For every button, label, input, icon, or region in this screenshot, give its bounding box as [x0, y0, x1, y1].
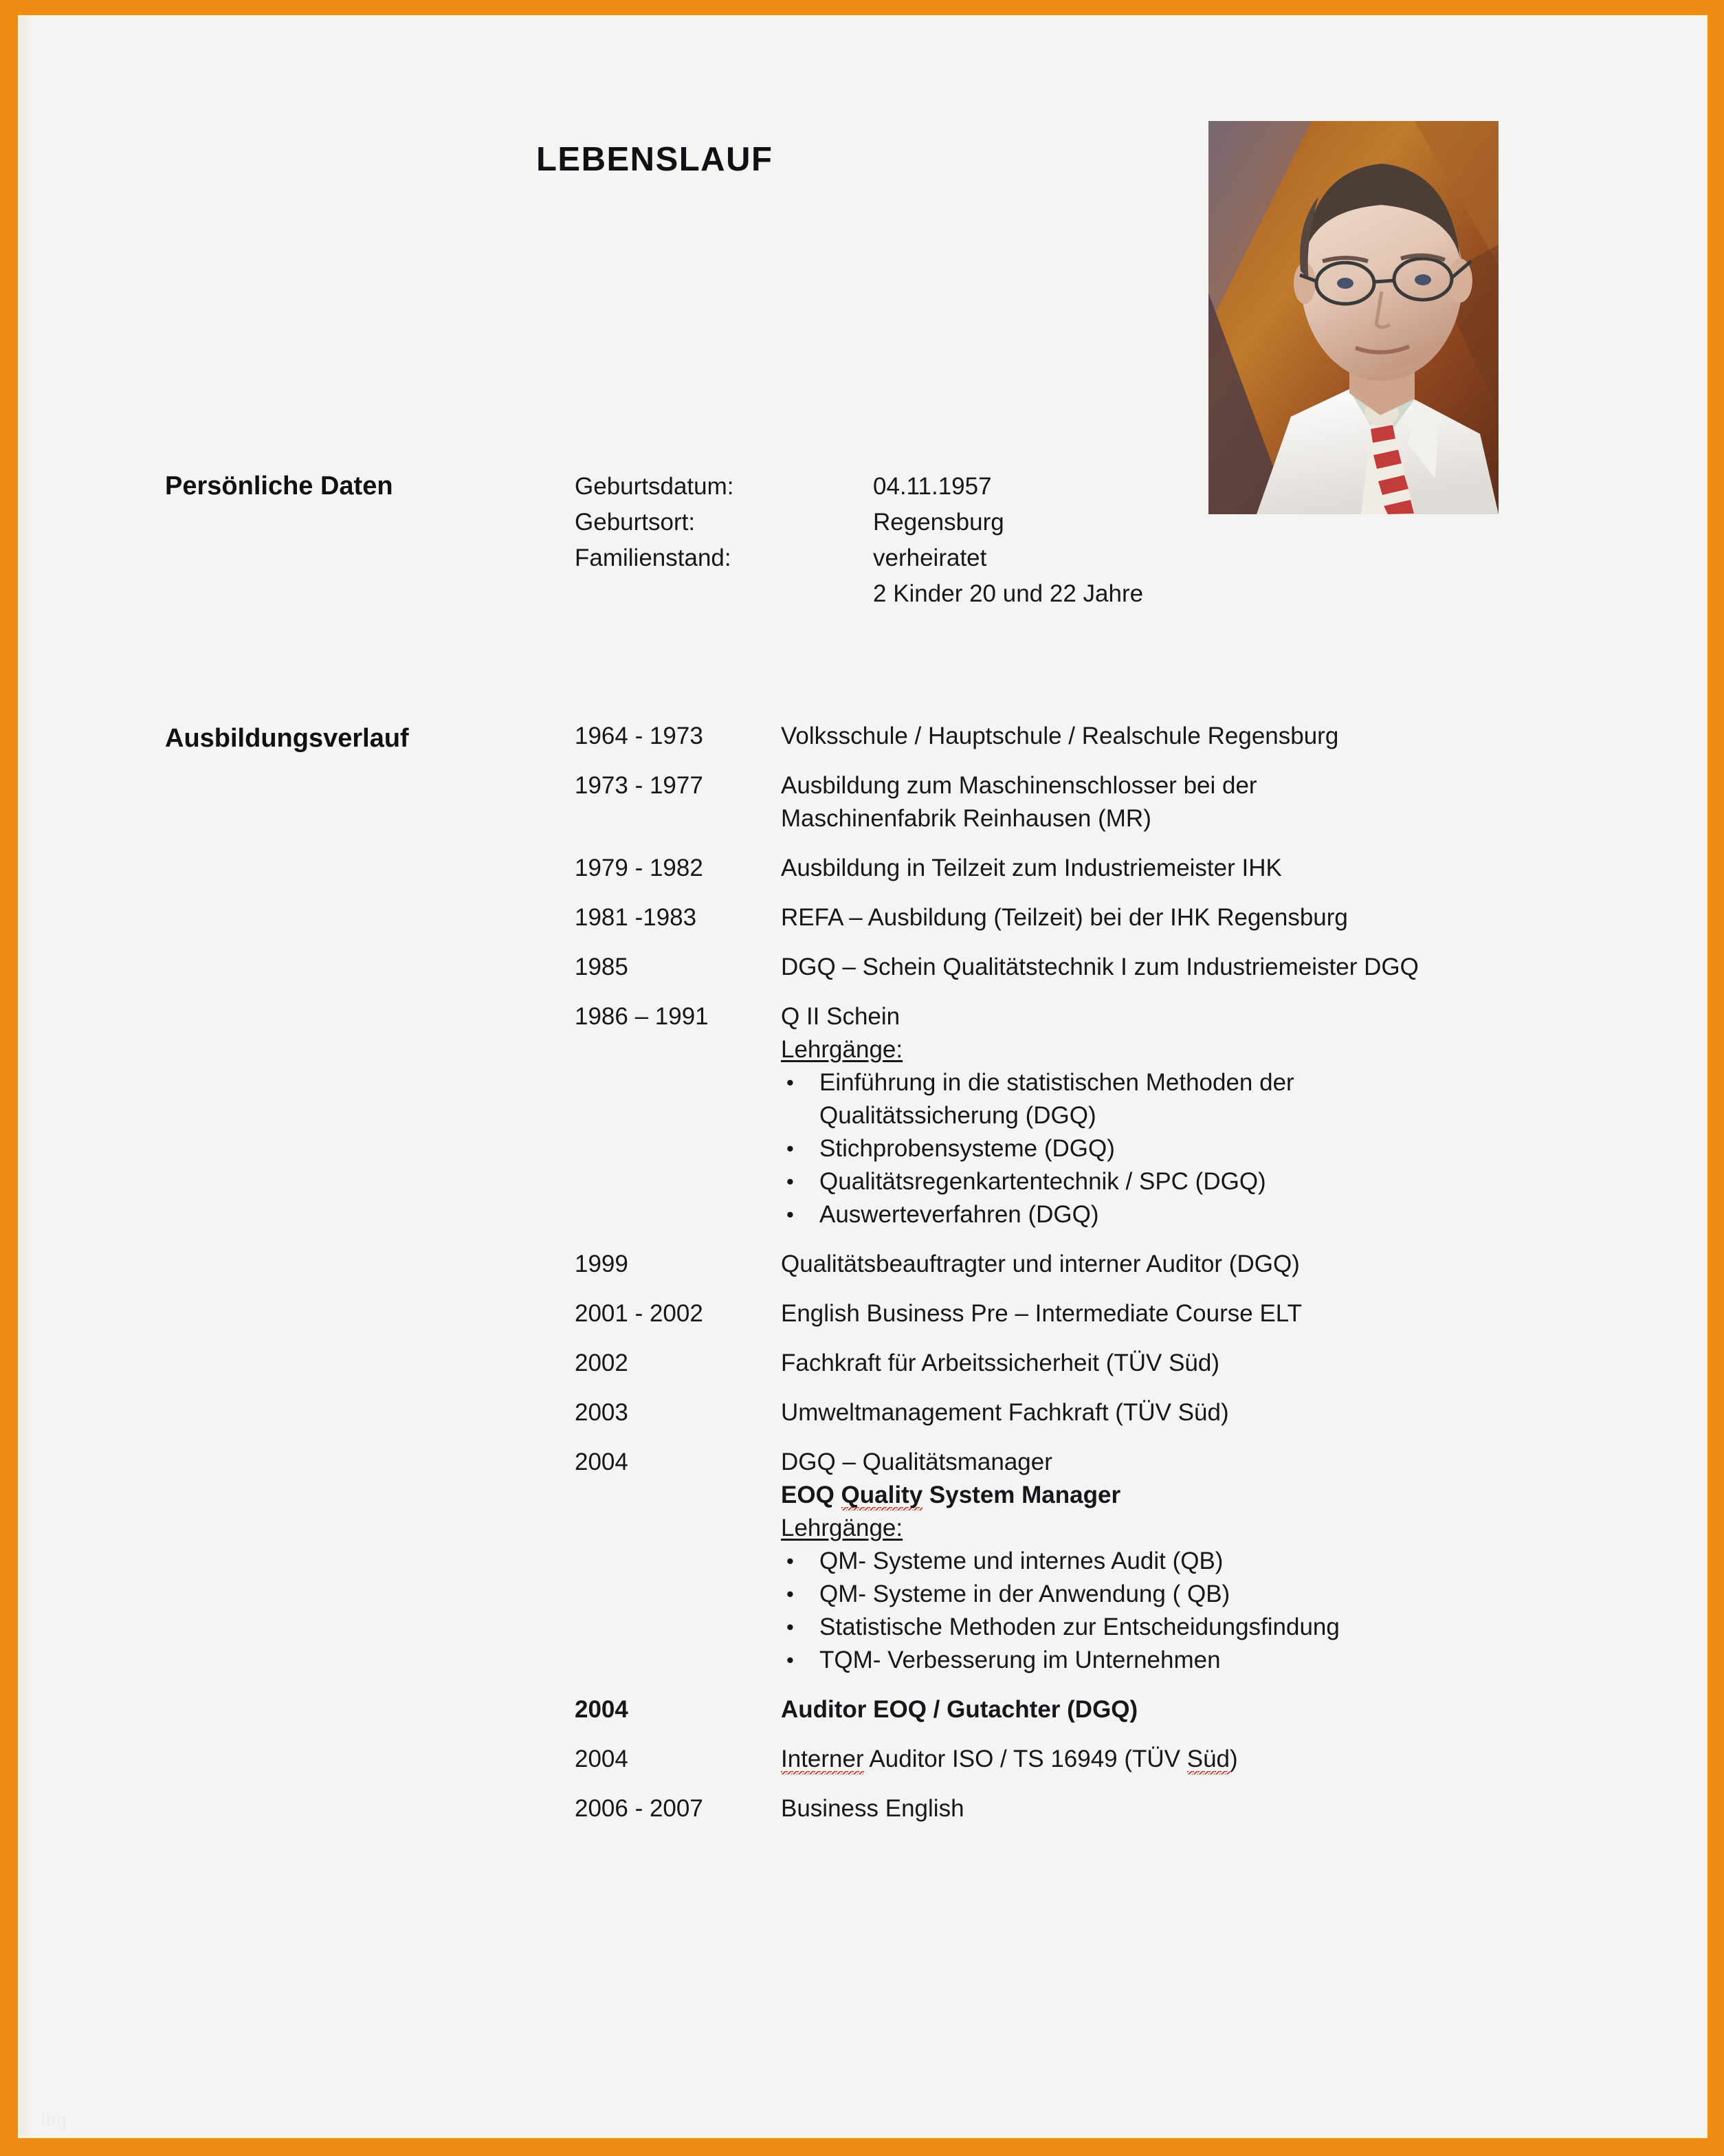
education-entry-year: 1979 - 1982	[575, 855, 703, 881]
page-border-top	[0, 0, 1724, 15]
education-entry-year: 1981 -1983	[575, 904, 697, 931]
education-entry-line: DGQ – Qualitätsmanager	[781, 1449, 1052, 1475]
education-entry-description	[781, 1792, 1647, 1825]
education-entry-description	[781, 1693, 1647, 1726]
education-entry-line: Business English	[781, 1795, 964, 1822]
education-course-item	[781, 1644, 1647, 1677]
education-course-line: • Einführung in die statistischen Methoden der	[819, 1069, 1294, 1096]
education-entry-year: 2002	[575, 1350, 628, 1376]
education-course-line: • Auswerteverfahren (DGQ)	[819, 1201, 1099, 1228]
education-course-item	[781, 1132, 1647, 1165]
education-entry-line: Interner Auditor ISO / TS 16949 (TÜV Süd)	[781, 1743, 1647, 1776]
education-entry-line: REFA – Ausbildung (Teilzeit) bei der IHK Regensburg	[781, 904, 1348, 931]
portrait-photo-image	[1208, 121, 1499, 514]
education-entry-description	[781, 1248, 1647, 1281]
personal-label-birthdate: Geburtsdatum:	[575, 473, 734, 500]
education-entry-description	[781, 1743, 1647, 1776]
education-entry-year: 2001 - 2002	[575, 1300, 703, 1327]
education-entry-line: Maschinenfabrik Reinhausen (MR)	[781, 805, 1151, 832]
education-entry-description	[781, 1297, 1647, 1330]
personal-data-values	[873, 469, 1143, 612]
education-entry-line: Ausbildung in Teilzeit zum Industriemeister IHK	[781, 855, 1282, 881]
education-entry-line: DGQ – Schein Qualitätstechnik I zum Industriemeister DGQ	[781, 954, 1419, 980]
education-entry-year: 2004	[575, 1449, 628, 1475]
education-entry-line: Fachkraft für Arbeitssicherheit (TÜV Süd)	[781, 1350, 1219, 1376]
personal-label-birthplace: Geburtsort:	[575, 509, 696, 536]
education-course-item	[781, 1165, 1647, 1198]
education-course-list	[781, 1545, 1647, 1677]
education-entry-description	[781, 1396, 1647, 1429]
education-course-line: • QM- Systeme in der Anwendung ( QB)	[819, 1581, 1230, 1607]
education-course-item	[781, 1611, 1647, 1644]
education-entry-description	[781, 901, 1647, 934]
education-entry-year: 1986 – 1991	[575, 1003, 709, 1030]
education-entry-line: English Business Pre – Intermediate Course ELT	[781, 1300, 1303, 1327]
education-entry-line: Q II Schein	[781, 1003, 900, 1030]
page-border-bottom	[0, 2138, 1724, 2156]
page-border-left	[0, 0, 18, 2156]
education-course-line: • Statistische Methoden zur Entscheidungsfindung	[819, 1614, 1340, 1640]
education-entry-subheading: Lehrgänge:	[781, 1036, 903, 1063]
education-course-line: • TQM- Verbesserung im Unternehmen	[819, 1647, 1221, 1673]
personal-value-children: 2 Kinder 20 und 22 Jahre	[873, 580, 1144, 607]
education-entry-year: 2003	[575, 1399, 628, 1426]
page-title: LEBENSLAUF	[536, 141, 773, 178]
page-border-right	[1708, 0, 1724, 2156]
education-entry-year: 2006 - 2007	[575, 1795, 703, 1822]
education-course-item	[781, 1545, 1647, 1578]
scan-artifact-text: lbg	[41, 2109, 67, 2130]
education-entry-subheading: Lehrgänge:	[781, 1515, 903, 1541]
education-entry-year: 2004	[575, 1696, 628, 1723]
education-course-line: • Stichprobensysteme (DGQ)	[819, 1135, 1115, 1162]
education-entry-year: 1985	[575, 954, 628, 980]
education-course-line: Qualitätssicherung (DGQ)	[819, 1102, 1096, 1129]
education-entry-line: Volksschule / Hauptschule / Realschule Regensburg	[781, 723, 1339, 749]
personal-label-maritalstatus: Familienstand:	[575, 544, 731, 571]
education-entry-year: 1964 - 1973	[575, 723, 703, 749]
education-course-item	[781, 1198, 1647, 1231]
education-entry-description	[781, 852, 1647, 885]
education-entry-highlight: EOQ Quality System Manager	[781, 1479, 1647, 1512]
portrait-photo	[1208, 121, 1499, 514]
education-entry-description	[781, 1000, 1647, 1231]
education-course-line: • Qualitätsregenkartentechnik / SPC (DGQ)	[819, 1168, 1266, 1195]
personal-data-labels	[575, 469, 734, 576]
personal-value-birthplace: Regensburg	[873, 509, 1004, 536]
education-entry-line: Auditor EOQ / Gutachter (DGQ)	[781, 1696, 1138, 1723]
education-entry-description	[781, 1347, 1647, 1380]
education-entry-year: 1999	[575, 1251, 628, 1277]
section-heading-education: Ausbildungsverlauf	[165, 724, 409, 753]
education-course-item	[781, 1066, 1647, 1132]
education-course-list	[781, 1066, 1647, 1231]
education-entry-year: 2004	[575, 1746, 628, 1772]
section-heading-personal-data: Persönliche Daten	[165, 472, 393, 500]
education-entry-description	[781, 769, 1647, 835]
education-course-line: • QM- Systeme und internes Audit (QB)	[819, 1548, 1224, 1574]
education-entry-line: Umweltmanagement Fachkraft (TÜV Süd)	[781, 1399, 1229, 1426]
education-entry-description	[781, 951, 1647, 984]
personal-value-maritalstatus: verheiratet	[873, 544, 987, 571]
education-entry-year: 1973 - 1977	[575, 772, 703, 799]
personal-value-birthdate: 04.11.1957	[873, 473, 992, 500]
education-entry-description	[781, 1446, 1647, 1677]
education-entry-description	[781, 720, 1647, 753]
education-entry-line: Ausbildung zum Maschinenschlosser bei der	[781, 772, 1257, 799]
education-course-item	[781, 1578, 1647, 1611]
education-entry-line: Qualitätsbeauftragter und interner Auditor (DGQ)	[781, 1251, 1300, 1277]
